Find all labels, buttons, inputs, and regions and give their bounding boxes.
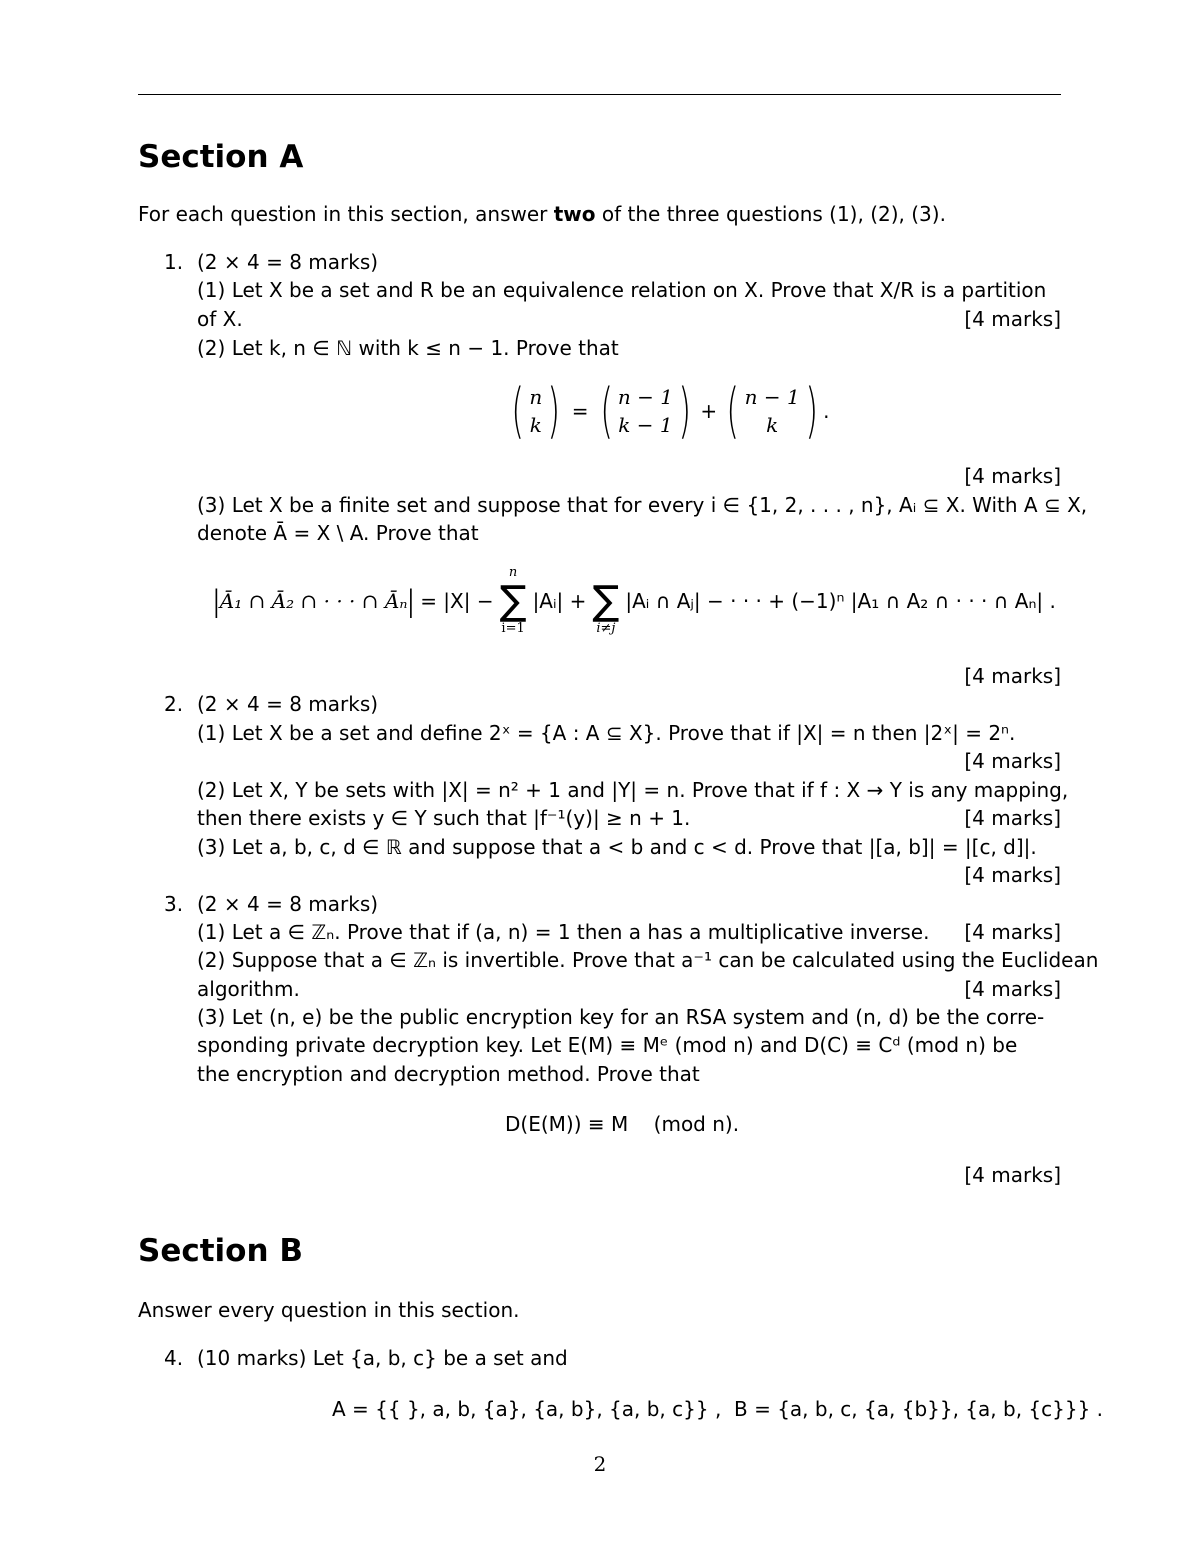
q1-marks: (2 × 4 = 8 marks) — [197, 250, 379, 274]
section-b-intro: Answer every question in this section. — [138, 1298, 520, 1322]
q3-part3-marks: [4 marks] — [964, 1163, 1061, 1187]
q3-part3-line1: (3) Let (n, e) be the public encryption key for an RSA system and (n, d) be the corre- — [197, 1005, 1045, 1029]
q1-part3-marks: [4 marks] — [964, 664, 1061, 688]
q3-number: 3. — [164, 892, 184, 916]
q1-part1-line2: of X. — [197, 307, 243, 331]
q1-part1-line1: (1) Let X be a set and R be an equivalence relation on X. Prove that X/R is a partition — [197, 278, 1047, 302]
q2-part3-line1: (3) Let a, b, c, d ∈ ℝ and suppose that a < b and c < d. Prove that |[a, b]| = |[c, d]|. — [197, 835, 1037, 859]
sum-operator-2: ∑ i≠j — [592, 578, 620, 636]
binom-top: n − 1 — [744, 385, 800, 409]
intro-bold: two — [553, 202, 596, 226]
q1-part2-marks: [4 marks] — [964, 464, 1061, 488]
q1-part3-line2: denote Ā = X \ A. Prove that — [197, 521, 479, 545]
q2-number: 2. — [164, 692, 184, 716]
binomial-lhs: ( n k ) — [511, 376, 561, 446]
header-rule — [138, 94, 1061, 95]
q3-part1-line1: (1) Let a ∈ ℤₙ. Prove that if (a, n) = 1 then a has a multiplicative inverse. — [197, 920, 930, 944]
binom-top: n − 1 — [617, 385, 673, 409]
q3-part3-line3: the encryption and decryption method. Prove that — [197, 1062, 700, 1086]
sum-lower-limit: i=1 — [501, 621, 525, 636]
q3-marks: (2 × 4 = 8 marks) — [197, 892, 379, 916]
q2-part2-marks: [4 marks] — [964, 806, 1061, 830]
eq-part3: |Aᵢ ∩ Aⱼ| − · · · + (−1)ⁿ |A₁ ∩ A₂ ∩ · · · ∩ Aₙ| . — [625, 589, 1056, 613]
q4-line1: (10 marks) Let {a, b, c} be a set and — [197, 1346, 568, 1370]
q3-part1-marks: [4 marks] — [964, 920, 1061, 944]
q3-part3-line2: sponding private decryption key. Let E(M) ≡ Mᵉ (mod n) and D(C) ≡ Cᵈ (mod n) be — [197, 1033, 1018, 1057]
section-b-heading: Section B — [138, 1233, 303, 1269]
q3-part2-line1: (2) Suppose that a ∈ ℤₙ is invertible. Prove that a⁻¹ can be calculated using the Euclidean — [197, 948, 1099, 972]
q1-part3-line1: (3) Let X be a finite set and suppose that for every i ∈ {1, 2, . . . , n}, Aᵢ ⊆ X. With A ⊆ X, — [197, 493, 1088, 517]
page-number: 2 — [593, 1452, 607, 1476]
q1-inclusion-exclusion-equation: | Ā₁ ∩ Ā₂ ∩ · · · ∩ Āₙ | = |X| − n ∑ i=1 |Aᵢ| + ∑ i≠j |Aᵢ ∩ Aⱼ| − · · · + (−1)ⁿ |A₁ ∩ A₂ ∩ · · · ∩ Aₙ| . — [213, 565, 1056, 636]
q2-part1-marks: [4 marks] — [964, 749, 1061, 773]
q2-part1-line1: (1) Let X be a set and define 2ˣ = {A : A ⊆ X}. Prove that if |X| = n then |2ˣ| = 2ⁿ. — [197, 721, 1016, 745]
eq-part2: |Aᵢ| + — [532, 589, 587, 613]
q1-binomial-equation: ( n k ) = ( n − 1 k − 1 ) + ( n − 1 k ) . — [506, 378, 829, 444]
q1-part1-marks: [4 marks] — [964, 307, 1061, 331]
binom-top: n — [529, 385, 543, 409]
sum-operator-1: n ∑ i=1 — [499, 565, 527, 636]
q3-part2-line2: algorithm. — [197, 977, 300, 1001]
q3-rsa-equation: D(E(M)) ≡ M (mod n). — [505, 1112, 740, 1136]
q4-number: 4. — [164, 1346, 184, 1370]
q2-part2-line2: then there exists y ∈ Y such that |f⁻¹(y)| ≥ n + 1. — [197, 806, 691, 830]
binom-bottom: k — [529, 413, 542, 437]
eq-part1: = |X| − — [420, 589, 494, 613]
q1-part2-line1: (2) Let k, n ∈ ℕ with k ≤ n − 1. Prove that — [197, 336, 619, 360]
intro-text-end: of the three questions (1), (2), (3). — [595, 202, 946, 226]
complement-intersection: Ā₁ ∩ Ā₂ ∩ · · · ∩ Āₙ — [219, 589, 408, 613]
binomial-rhs: ( n − 1 k ) — [726, 376, 818, 446]
binom-bottom: k — [766, 413, 779, 437]
section-a-heading: Section A — [138, 139, 304, 175]
intro-text: For each question in this section, answer — [138, 202, 554, 226]
q1-number: 1. — [164, 250, 184, 274]
sum-lower-limit: i≠j — [596, 621, 616, 636]
q4-set-equation: A = {{ }, a, b, {a}, {a, b}, {a, b, c}} , B = {a, b, c, {a, {b}}, {a, b, {c}}} . — [332, 1397, 1104, 1421]
sum-upper-limit: n — [508, 565, 518, 580]
section-a-intro — [138, 200, 946, 228]
q2-marks: (2 × 4 = 8 marks) — [197, 692, 379, 716]
binom-bottom: k − 1 — [618, 413, 673, 437]
q2-part3-marks: [4 marks] — [964, 863, 1061, 887]
q3-part2-marks: [4 marks] — [964, 977, 1061, 1001]
q2-part2-line1: (2) Let X, Y be sets with |X| = n² + 1 and |Y| = n. Prove that if f : X → Y is any mapping, — [197, 778, 1069, 802]
binomial-mid: ( n − 1 k − 1 ) — [599, 376, 692, 446]
